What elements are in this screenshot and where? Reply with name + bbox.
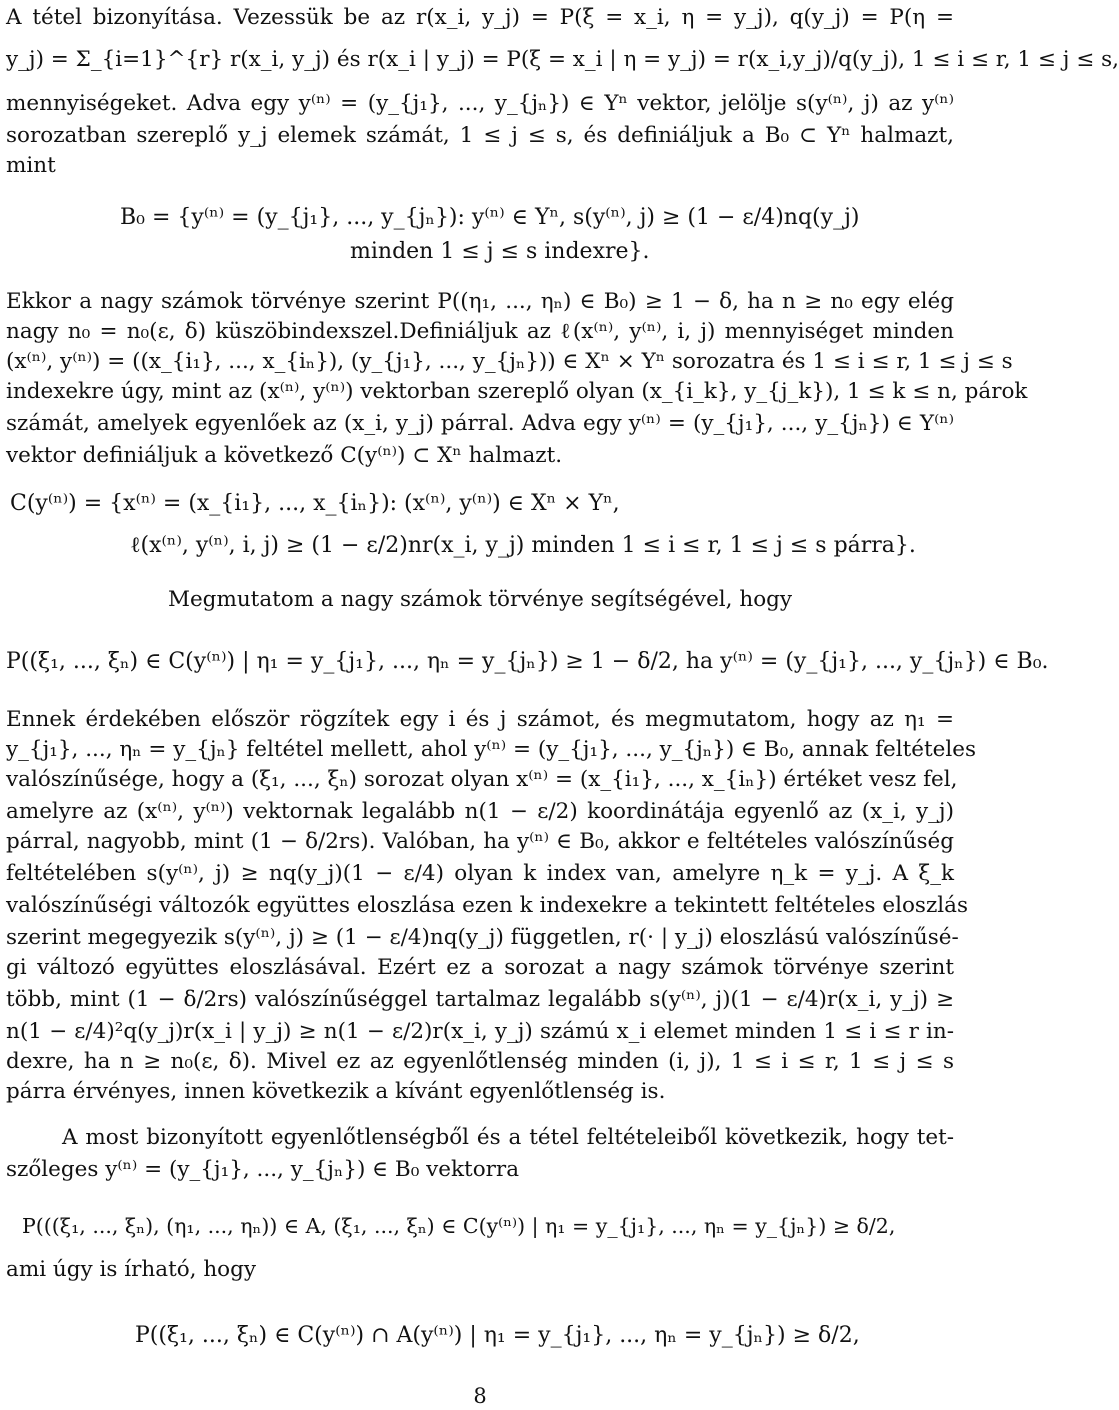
equation-c-line1: C(y⁽ⁿ⁾) = {x⁽ⁿ⁾ = (x_{i₁}, ..., x_{iₙ}): (x⁽ⁿ⁾, y⁽ⁿ⁾) ∈ Xⁿ × Yⁿ, <box>10 491 620 516</box>
text-line: szőleges y⁽ⁿ⁾ = (y_{j₁}, ..., y_{jₙ}) ∈ B₀ vektorra <box>6 1157 520 1182</box>
text-line: mint <box>6 153 56 178</box>
text-line: indexekre úgy, mint az (x⁽ⁿ⁾, y⁽ⁿ⁾) vektorban szereplő olyan (x_{i_k}, y_{j_k}), 1 ≤ k ≤ n, párok <box>6 379 1028 404</box>
equation-b0-line2: minden 1 ≤ j ≤ s indexre}. <box>350 239 650 264</box>
equation-rewritten: P((ξ₁, ..., ξₙ) ∈ C(y⁽ⁿ⁾) ∩ A(y⁽ⁿ⁾) | η₁ = y_{j₁}, ..., ηₙ = y_{jₙ}) ≥ δ/2, <box>135 1323 860 1348</box>
text-line: szerint megegyezik s(y⁽ⁿ⁾, j) ≥ (1 − ε/4)nq(y_j) független, r(· | y_j) eloszlású valószínűsé- <box>6 925 959 950</box>
text-line: valószínűségi változók együttes eloszlása ezen k indexekre a tekintett feltételes eloszlás <box>6 893 969 918</box>
equation-c-line2: ℓ(x⁽ⁿ⁾, y⁽ⁿ⁾, i, j) ≥ (1 − ε/2)nr(x_i, y_j) minden 1 ≤ i ≤ r, 1 ≤ j ≤ s párra}. <box>130 533 916 558</box>
text-line: párral, nagyobb, mint (1 − δ/2rs). Valóban, ha y⁽ⁿ⁾ ∈ B₀, akkor e feltételes valószínűség <box>6 829 954 854</box>
text-line: valószínűsége, hogy a (ξ₁, ..., ξₙ) sorozat olyan x⁽ⁿ⁾ = (x_{i₁}, ..., x_{iₙ}) értéket vesz fel, <box>6 767 958 792</box>
text-line: Ennek érdekében először rögzítek egy i és j számot, és megmutatom, hogy az η₁ = <box>6 707 954 732</box>
text-line: mennyiségeket. Adva egy y⁽ⁿ⁾ = (y_{j₁}, ..., y_{jₙ}) ∈ Yⁿ vektor, jelölje s(y⁽ⁿ⁾, j) az y⁽ⁿ⁾ <box>6 91 954 116</box>
text-line: számát, amelyek egyenlőek az (x_i, y_j) párral. Adva egy y⁽ⁿ⁾ = (y_{j₁}, ..., y_{jₙ}) ∈ Y⁽ⁿ⁾ <box>6 411 954 436</box>
text-line: gi változó együttes eloszlásával. Ezért ez a sorozat a nagy számok törvénye szerint <box>6 955 954 980</box>
text-line: sorozatban szereplő y_j elemek számát, 1 ≤ j ≤ s, és definiáljuk a B₀ ⊂ Yⁿ halmazt, <box>6 123 954 148</box>
text-line: (x⁽ⁿ⁾, y⁽ⁿ⁾) = ((x_{i₁}, ..., x_{iₙ}), (y_{j₁}, ..., y_{jₙ})) ∈ Xⁿ × Yⁿ sorozatra és 1 ≤ i ≤ r, 1 ≤ j ≤ s <box>6 349 1013 374</box>
text-line: Megmutatom a nagy számok törvénye segítségével, hogy <box>167 587 793 612</box>
text-line: n(1 − ε/4)²q(y_j)r(x_i | y_j) ≥ n(1 − ε/2)r(x_i, y_j) számú x_i elemet minden 1 ≤ i ≤ r in- <box>6 1019 954 1044</box>
text-line: A tétel bizonyítása. Vezessük be az r(x_i, y_j) = P(ξ = x_i, η = y_j), q(y_j) = P(η = <box>6 5 954 30</box>
text-line: y_j) = Σ_{i=1}^{r} r(x_i, y_j) és r(x_i | y_j) = P(ξ = x_i | η = y_j) = r(x_i,y_j)/q(y_j), 1 ≤ i ≤ r, 1 ≤ j ≤ s, <box>6 47 1119 72</box>
text-line: vektor definiáljuk a következő C(y⁽ⁿ⁾) ⊂ Xⁿ halmazt. <box>6 443 563 468</box>
equation-joint: P(((ξ₁, ..., ξₙ), (η₁, ..., ηₙ)) ∈ A, (ξ₁, ..., ξₙ) ∈ C(y⁽ⁿ⁾) | η₁ = y_{j₁}, ..., ηₙ = y_{jₙ}) ≥ δ/2, <box>22 1214 896 1238</box>
text-line: y_{j₁}, ..., ηₙ = y_{jₙ} feltétel mellett, ahol y⁽ⁿ⁾ = (y_{j₁}, ..., y_{jₙ}) ∈ B₀, annak feltételes <box>6 737 976 762</box>
text-line: ami úgy is írható, hogy <box>6 1257 257 1282</box>
text-line: dexre, ha n ≥ n₀(ε, δ). Mivel ez az egyenlőtlenség minden (i, j), 1 ≤ i ≤ r, 1 ≤ j ≤ s <box>6 1049 954 1074</box>
equation-b0-line1: B₀ = {y⁽ⁿ⁾ = (y_{j₁}, ..., y_{jₙ}): y⁽ⁿ⁾ ∈ Yⁿ, s(y⁽ⁿ⁾, j) ≥ (1 − ε/4)nq(y_j) <box>120 205 860 230</box>
equation-claim: P((ξ₁, ..., ξₙ) ∈ C(y⁽ⁿ⁾) | η₁ = y_{j₁}, ..., ηₙ = y_{jₙ}) ≥ 1 − δ/2, ha y⁽ⁿ⁾ = (y_{j₁}, ..., y_{jₙ}) ∈ B₀. <box>6 649 1049 674</box>
text-line: Ekkor a nagy számok törvénye szerint P((η₁, ..., ηₙ) ∈ B₀) ≥ 1 − δ, ha n ≥ n₀ egy elég <box>6 289 954 314</box>
text-line: feltételében s(y⁽ⁿ⁾, j) ≥ nq(y_j)(1 − ε/4) olyan k index van, amelyre η_k = y_j. A ξ_k <box>6 861 954 886</box>
text-line: nagy n₀ = n₀(ε, δ) küszöbindexszel.Definiáljuk az ℓ(x⁽ⁿ⁾, y⁽ⁿ⁾, i, j) mennyiséget minden <box>6 319 954 344</box>
text-line: több, mint (1 − δ/2rs) valószínűséggel tartalmaz legalább s(y⁽ⁿ⁾, j)(1 − ε/4)r(x_i, y_j) ≥ <box>6 987 954 1012</box>
text-line: párra érvényes, innen következik a kívánt egyenlőtlenség is. <box>6 1079 666 1104</box>
text-line: amelyre az (x⁽ⁿ⁾, y⁽ⁿ⁾) vektornak legalább n(1 − ε/2) koordinátája egyenlő az (x_i, y_j) <box>6 799 954 824</box>
page-number: 8 <box>473 1384 487 1408</box>
text-line: A most bizonyított egyenlőtlenségből és a tétel feltételeiből következik, hogy tet- <box>62 1125 954 1150</box>
